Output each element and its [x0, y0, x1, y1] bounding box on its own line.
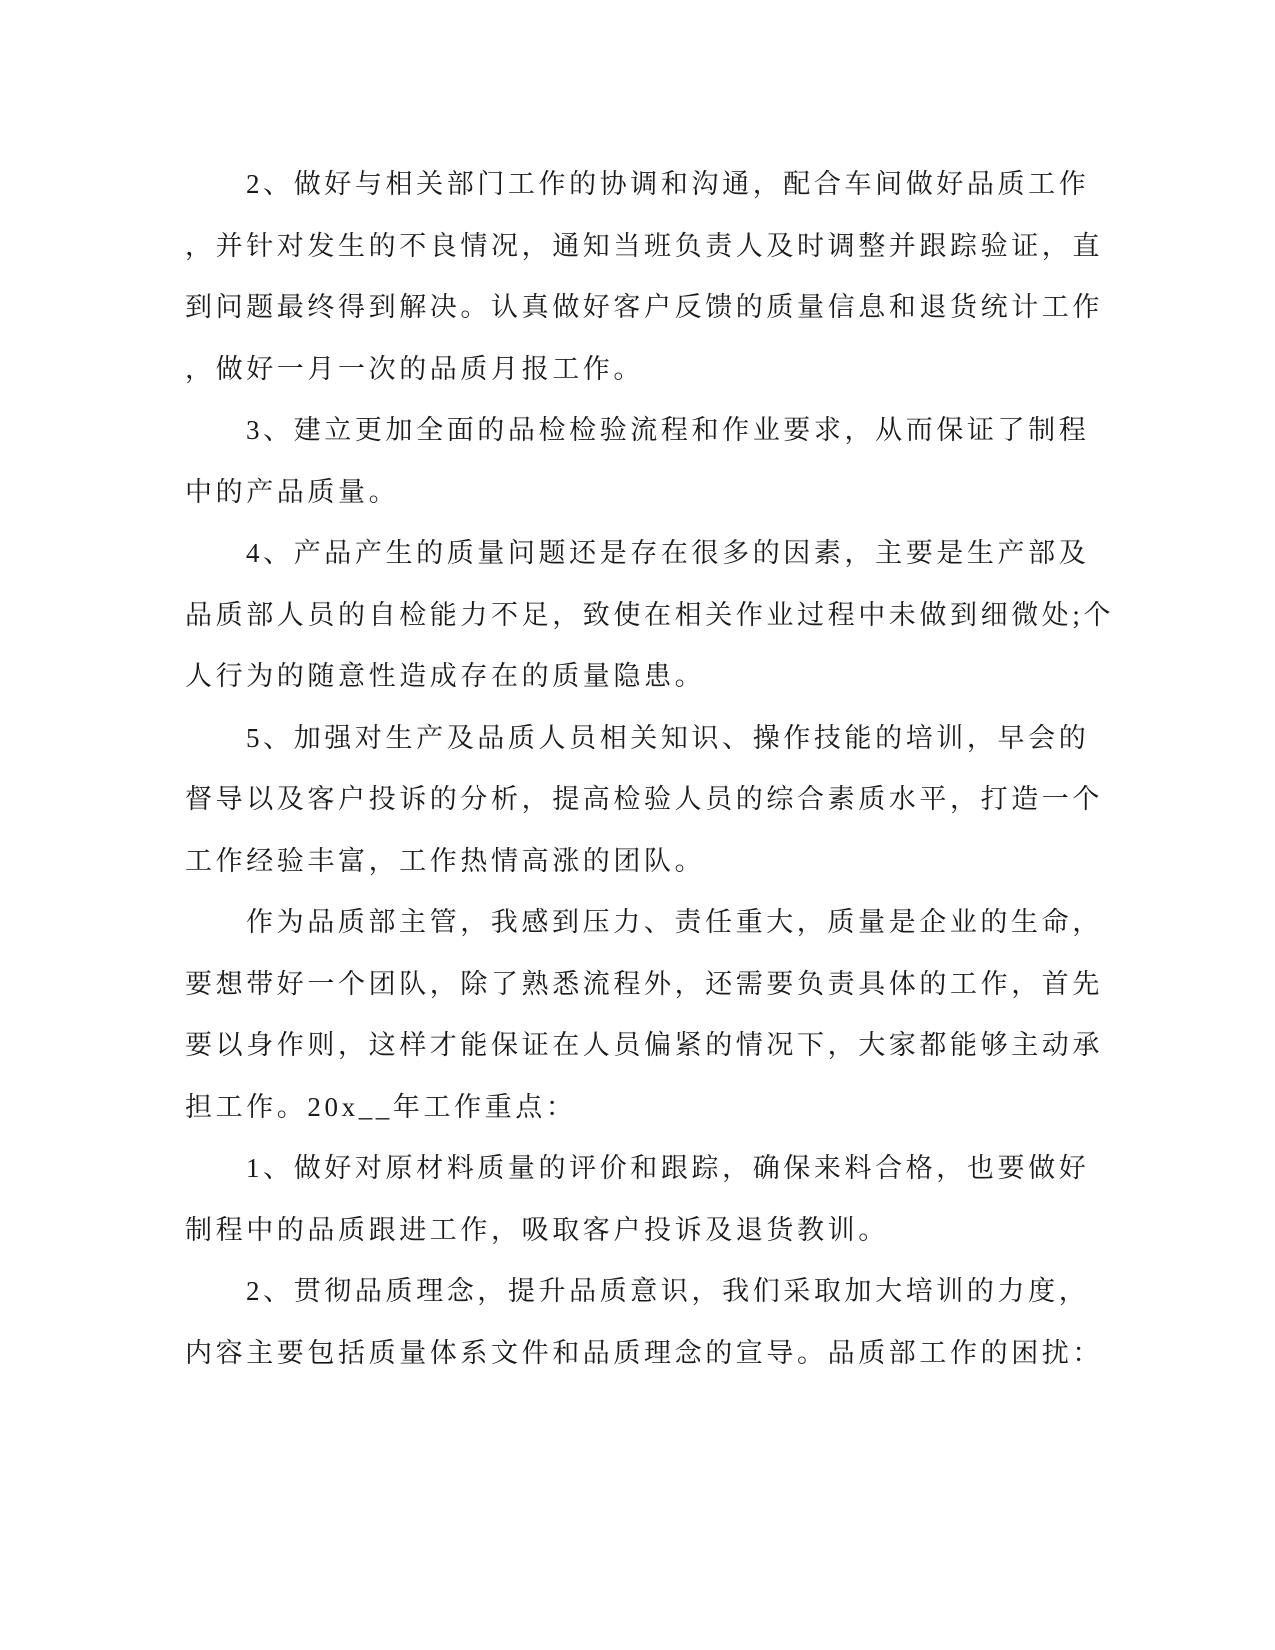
text-line: ，并针对发生的不良情况，通知当班负责人及时调整并跟踪验证，直	[185, 230, 1103, 261]
text-line: ，做好一月一次的品质月报工作。	[185, 353, 644, 384]
text-line: 品质部人员的自检能力不足，致使在相关作业过程中未做到细微处;个	[185, 599, 1115, 630]
text-line: 2、贯彻品质理念，提升品质意识，我们采取加大培训的力度，	[246, 1276, 1090, 1306]
text-line: 内容主要包括质量体系文件和品质理念的宣导。品质部工作的困扰：	[185, 1337, 1103, 1368]
text-line: 1、做好对原材料质量的评价和跟踪，确保来料合格，也要做好	[246, 1153, 1090, 1183]
text-line: 督导以及客户投诉的分析，提高检验人员的综合素质水平，打造一个	[185, 784, 1103, 814]
text-line: 制程中的品质跟进工作，吸取客户投诉及退货教训。	[185, 1214, 889, 1245]
text-line: 要以身作则，这样才能保证在人员偏紧的情况下，大家都能够主动承	[185, 1030, 1103, 1060]
text-line: 中的产品质量。	[185, 476, 400, 507]
text-line: 要想带好一个团队，除了熟悉流程外，还需要负责具体的工作，首先	[185, 968, 1103, 999]
text-line: 作为品质部主管，我感到压力、责任重大，质量是企业的生命，	[246, 907, 1103, 937]
text-line: 3、建立更加全面的品检检验流程和作业要求，从而保证了制程	[246, 415, 1090, 445]
text-line: 2、做好与相关部门工作的协调和沟通，配合车间做好品质工作	[246, 169, 1090, 199]
text-line: 担工作。20x__年工作重点：	[185, 1091, 577, 1122]
text-line: 到问题最终得到解决。认真做好客户反馈的质量信息和退货统计工作	[185, 292, 1103, 322]
document-page	[185, 154, 1145, 1384]
text-line: 4、产品产生的质量问题还是存在很多的因素，主要是生产部及	[246, 538, 1090, 568]
text-line: 人行为的随意性造成存在的质量隐患。	[185, 661, 706, 691]
text-line: 工作经验丰富，工作热情高涨的团队。	[185, 845, 706, 876]
text-line: 5、加强对生产及品质人员相关知识、操作技能的培训，早会的	[246, 722, 1090, 753]
